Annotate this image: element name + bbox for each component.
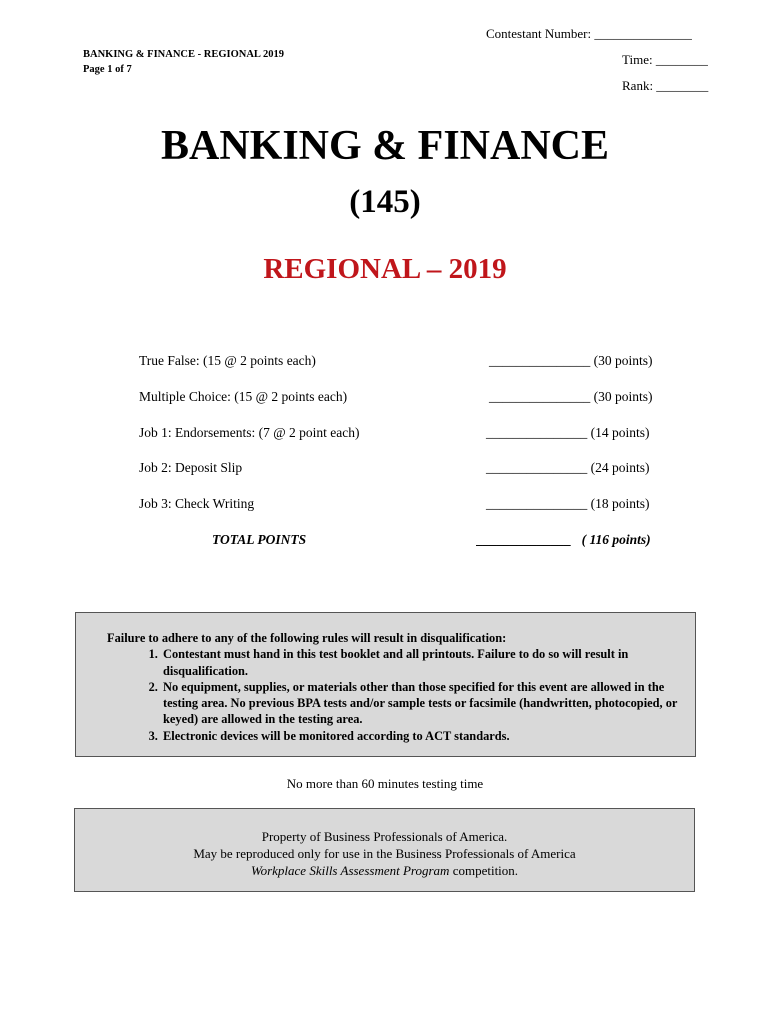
property-notice-box: [74, 808, 695, 892]
document-running-title: BANKING & FINANCE - REGIONAL 2019: [83, 49, 284, 60]
program-name: Workplace Skills Assessment Program: [250, 863, 450, 878]
score-label-multiple-choice: Multiple Choice: (15 @ 2 points each): [139, 389, 348, 404]
score-points-job-2: _______________ (24 points): [486, 460, 650, 475]
total-points-label: TOTAL POINTS: [212, 532, 307, 547]
property-line-2: May be reproduced only for use in the Business Professionals of America: [193, 846, 576, 861]
testing-time-note: No more than 60 minutes testing time: [286, 776, 484, 791]
edition-title: REGIONAL – 2019: [263, 253, 507, 285]
page-number: Page 1 of 7: [83, 64, 132, 75]
property-line-1: Property of Business Professionals of America.: [261, 829, 508, 844]
score-label-true-false: True False: (15 @ 2 points each): [139, 353, 316, 368]
score-points-job-3: _______________ (18 points): [486, 496, 650, 511]
score-label-job-3: Job 3: Check Writing: [139, 496, 255, 511]
score-label-job-2: Job 2: Deposit Slip: [139, 460, 243, 475]
total-points-value: ______________ ( 116 points): [477, 532, 651, 547]
rules-box: [75, 612, 696, 757]
property-line-3-rest: competition.: [449, 863, 519, 878]
score-points-true-false: _______________ (30 points): [489, 353, 653, 368]
score-points-multiple-choice: _______________ (30 points): [489, 389, 653, 404]
score-points-job-1: _______________ (14 points): [486, 425, 650, 440]
rule-item: 1. Contestant must hand in this test booklet and all printouts. Failure to do so will result in disqualification.: [161, 646, 695, 679]
time-field: Time: ________: [622, 52, 708, 67]
property-line-3: [75, 862, 694, 879]
rank-field: Rank: ________: [622, 78, 709, 93]
rule-item: 3. Electronic devices will be monitored according to ACT standards.: [161, 728, 695, 744]
event-code: (145): [349, 184, 421, 220]
document-header: [83, 47, 284, 77]
contestant-number-field: Contestant Number: _______________: [486, 26, 692, 41]
rules-intro: Failure to adhere to any of the following rules will result in disqualification:: [107, 631, 507, 645]
rules-list: [107, 646, 695, 744]
score-label-job-1: Job 1: Endorsements: (7 @ 2 point each): [139, 425, 360, 440]
page-title: BANKING & FINANCE: [160, 123, 609, 169]
rule-item: 2. No equipment, supplies, or materials other than those specified for this event are allowed in the testing area. No previous BPA tests and/or sample tests or facsimile (handwritten, photocopied, or keyed) are allowed in the testing area.: [161, 679, 695, 728]
